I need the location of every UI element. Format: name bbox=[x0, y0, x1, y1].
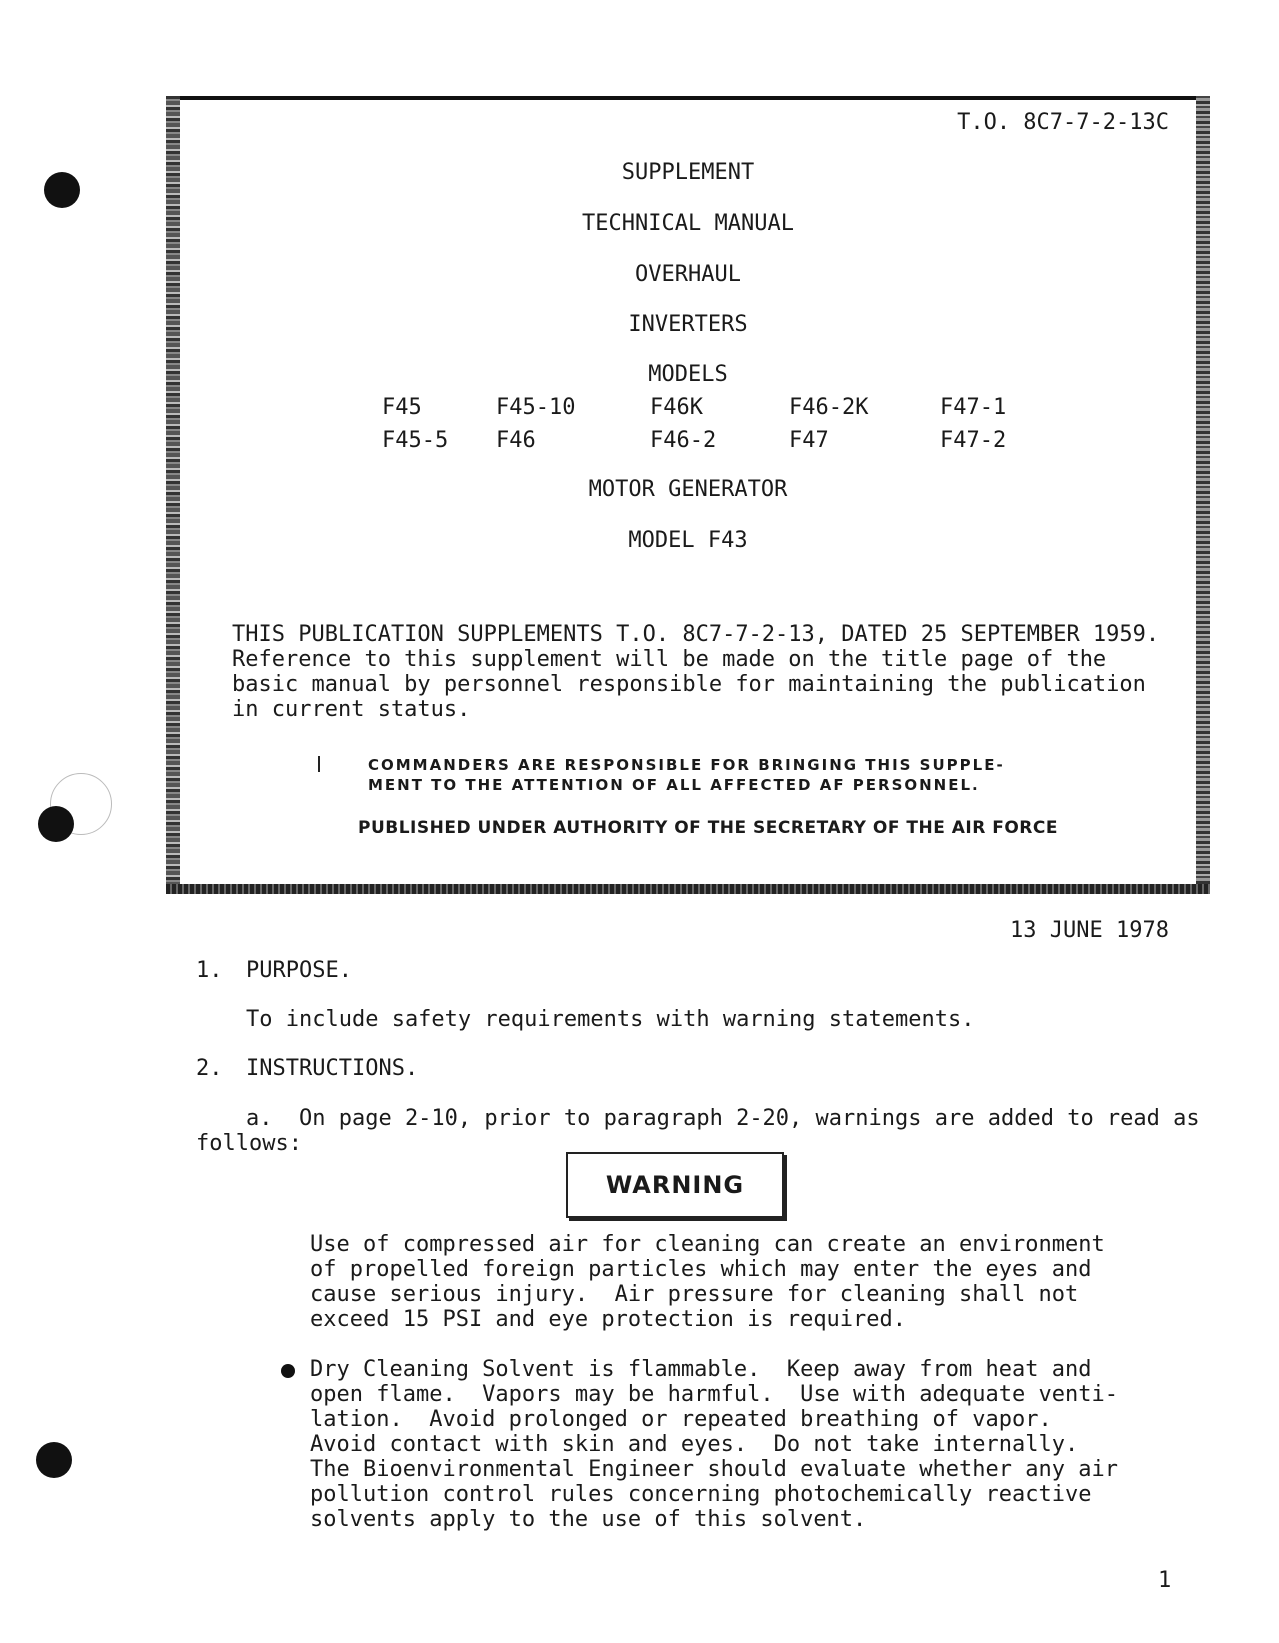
section-1-heading: PURPOSE. bbox=[246, 958, 352, 983]
supplement-notice-line: Reference to this supplement will be made on the title page of the bbox=[232, 647, 1107, 672]
supplement-notice bbox=[232, 622, 1159, 722]
to-number: T.O. 8C7-7-2-13C bbox=[957, 110, 1169, 135]
commanders-notice-line: COMMANDERS ARE RESPONSIBLE FOR BRINGING THIS SUPPLE- bbox=[368, 756, 1005, 774]
section-1-text: To include safety requirements with warning statements. bbox=[246, 1007, 975, 1032]
model-item: F45-5 bbox=[382, 428, 449, 453]
binder-hole-top bbox=[44, 172, 80, 208]
model-item: F46K bbox=[650, 395, 703, 420]
model-item: F45-10 bbox=[496, 395, 576, 420]
binder-hole-mid bbox=[38, 806, 74, 842]
model-item: F46 bbox=[496, 428, 536, 453]
section-2a-line: follows: bbox=[196, 1131, 302, 1156]
warning-line: Use of compressed air for cleaning can create an environment bbox=[310, 1232, 1105, 1257]
warning-line: pollution control rules concerning photochemically reactive bbox=[310, 1482, 1092, 1507]
commanders-notice-line: MENT TO THE ATTENTION OF ALL AFFECTED AF PERSONNEL. bbox=[368, 776, 980, 794]
binder-hole-bottom bbox=[36, 1442, 72, 1478]
issue-date: 13 JUNE 1978 bbox=[1010, 918, 1169, 943]
warning-label-box bbox=[566, 1152, 784, 1218]
model-item: F47-1 bbox=[940, 395, 1007, 420]
title-frame-edge-bottom bbox=[166, 884, 1210, 894]
section-2-number: 2. bbox=[196, 1056, 223, 1081]
section-2-heading: INSTRUCTIONS. bbox=[246, 1056, 419, 1081]
model-item: F45 bbox=[382, 395, 422, 420]
warning-line: exceed 15 PSI and eye protection is required. bbox=[310, 1307, 907, 1332]
warning-line: open flame. Vapors may be harmful. Use with adequate venti- bbox=[310, 1382, 1118, 1407]
section-1-number: 1. bbox=[196, 958, 223, 983]
change-bullet-icon bbox=[281, 1364, 295, 1378]
model-item: F46-2 bbox=[650, 428, 717, 453]
warning-label: WARNING bbox=[605, 1171, 745, 1199]
title-overhaul: OVERHAUL bbox=[635, 262, 741, 287]
page-number: 1 bbox=[1158, 1568, 1172, 1593]
model-item: F47-2 bbox=[940, 428, 1007, 453]
title-supplement: SUPPLEMENT bbox=[621, 160, 755, 185]
supplement-notice-line: basic manual by personnel responsible for maintaining the publication bbox=[232, 672, 1146, 697]
section-2a-paragraph bbox=[196, 1106, 1200, 1156]
title-model-f43: MODEL F43 bbox=[628, 528, 748, 553]
supplement-notice-line: THIS PUBLICATION SUPPLEMENTS T.O. 8C7-7-2-13, DATED 25 SEPTEMBER 1959. bbox=[232, 622, 1160, 647]
warning-line: lation. Avoid prolonged or repeated breathing of vapor. bbox=[310, 1407, 1052, 1432]
title-models: MODELS bbox=[648, 362, 728, 387]
title-technical-manual: TECHNICAL MANUAL bbox=[582, 211, 794, 236]
commanders-notice bbox=[368, 755, 1005, 795]
authority-line: PUBLISHED UNDER AUTHORITY OF THE SECRETARY OF THE AIR FORCE bbox=[358, 818, 1058, 838]
title-motor-generator: MOTOR GENERATOR bbox=[588, 477, 788, 502]
warning-line: The Bioenvironmental Engineer should evaluate whether any air bbox=[310, 1457, 1118, 1482]
supplement-notice-line: in current status. bbox=[232, 697, 471, 722]
margin-bar-mark bbox=[318, 756, 320, 772]
warning-line: cause serious injury. Air pressure for cleaning shall not bbox=[310, 1282, 1079, 1307]
warning-line: Dry Cleaning Solvent is flammable. Keep away from heat and bbox=[310, 1357, 1092, 1382]
warning-item-1 bbox=[310, 1232, 1105, 1332]
model-item: F46-2K bbox=[789, 395, 869, 420]
section-2a-line: a. On page 2-10, prior to paragraph 2-20, warnings are added to read as bbox=[246, 1106, 1200, 1131]
warning-line: of propelled foreign particles which may enter the eyes and bbox=[310, 1257, 1092, 1282]
title-inverters: INVERTERS bbox=[628, 312, 748, 337]
model-item: F47 bbox=[789, 428, 829, 453]
warning-line: Avoid contact with skin and eyes. Do not take internally. bbox=[310, 1432, 1079, 1457]
warning-item-2 bbox=[310, 1357, 1118, 1532]
warning-line: solvents apply to the use of this solvent. bbox=[310, 1507, 867, 1532]
